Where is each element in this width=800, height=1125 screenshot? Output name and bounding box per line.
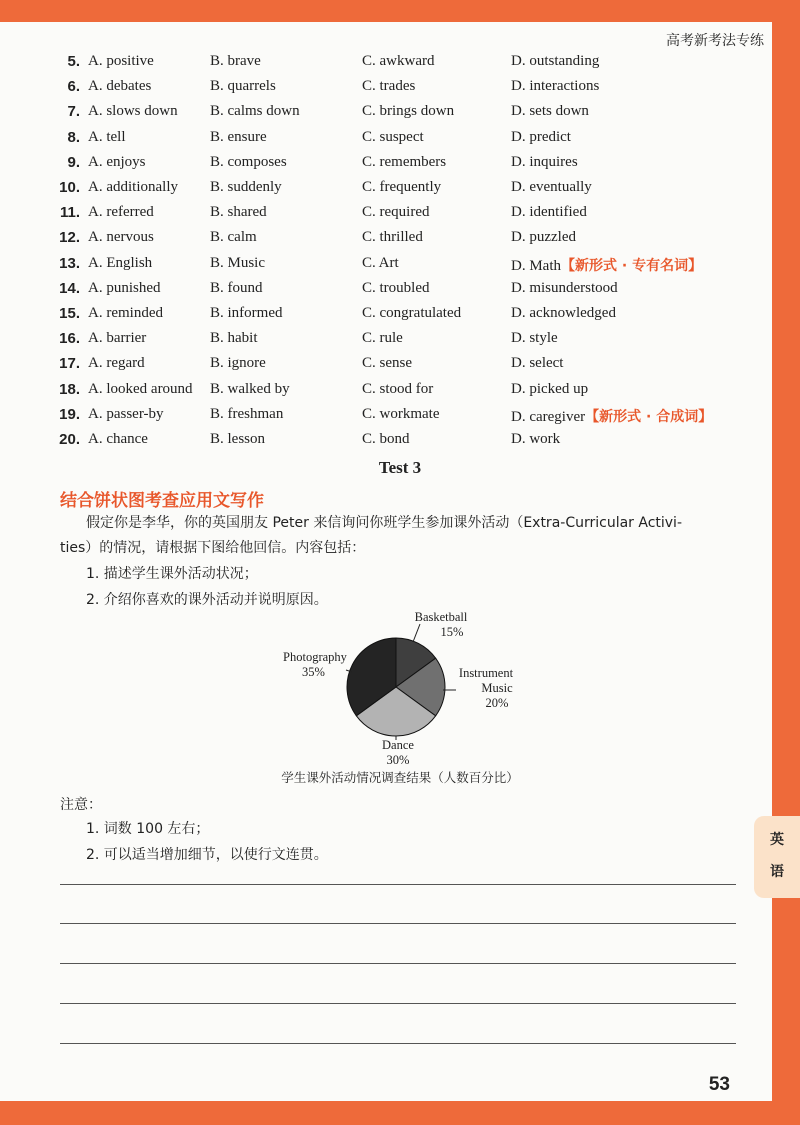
option-b: B. lesson bbox=[210, 431, 266, 447]
question-row bbox=[0, 103, 760, 125]
question-row bbox=[0, 179, 760, 201]
question-number: 11. bbox=[59, 204, 80, 222]
option-b: B. calm bbox=[210, 229, 257, 246]
option-c: C. stood for bbox=[362, 380, 434, 397]
option-a: A. barrier bbox=[88, 330, 147, 347]
question-row bbox=[0, 305, 760, 327]
option-b: B. habit bbox=[210, 330, 258, 347]
question-number: 15. bbox=[59, 305, 80, 322]
option-b: B. brave bbox=[210, 53, 261, 69]
option-d: D. eventually bbox=[511, 179, 592, 195]
option-a: A. enjoys bbox=[88, 153, 146, 170]
note-2: 2. 可以适当增加细节，以使行文连贯。 bbox=[86, 847, 328, 863]
new-format-tag: 【新形式 · 专有名词】 bbox=[561, 257, 703, 274]
option-a: A. referred bbox=[88, 204, 154, 221]
option-b: B. quarrels bbox=[210, 78, 276, 95]
option-d: D. interactions bbox=[511, 78, 600, 95]
option-b: B. calms down bbox=[210, 103, 300, 120]
option-d bbox=[511, 255, 702, 275]
question-number: 14. bbox=[59, 279, 80, 297]
new-format-tag: 【新形式 · 合成词】 bbox=[585, 408, 713, 425]
option-b: B. informed bbox=[210, 305, 283, 321]
option-a: A. looked around bbox=[88, 380, 193, 397]
option-d-text: D. caregiver bbox=[511, 408, 586, 425]
test-title: Test 3 bbox=[378, 458, 422, 477]
option-a: A. tell bbox=[88, 128, 126, 145]
label-photography-name: Photography bbox=[283, 650, 347, 664]
label-dance bbox=[362, 738, 434, 768]
option-c: C. workmate bbox=[362, 405, 440, 422]
content-point-1: 1. 描述学生课外活动状况； bbox=[86, 566, 258, 582]
question-row bbox=[0, 129, 760, 151]
option-d: D. picked up bbox=[511, 380, 589, 397]
option-a: A. punished bbox=[88, 279, 161, 296]
question-row bbox=[0, 381, 760, 403]
prompt-line-2: ties）的情况，请根据下图给他回信。内容包括： bbox=[60, 540, 366, 556]
question-number: 8. bbox=[67, 128, 80, 146]
option-d: D. identified bbox=[511, 204, 587, 221]
option-b: B. ignore bbox=[210, 355, 266, 372]
question-number: 12. bbox=[59, 229, 80, 247]
question-row bbox=[0, 330, 760, 352]
option-c: C. thrilled bbox=[362, 229, 423, 246]
option-d: D. predict bbox=[511, 128, 571, 145]
content-point-2: 2. 介绍你喜欢的课外活动并说明原因。 bbox=[86, 592, 328, 608]
option-c: C. Art bbox=[362, 254, 399, 271]
label-basketball-percent: 15% bbox=[440, 625, 464, 639]
option-d: D. inquires bbox=[511, 153, 578, 170]
option-b: B. ensure bbox=[210, 128, 267, 145]
option-a: A. slows down bbox=[88, 103, 178, 120]
note-title: 注意： bbox=[60, 797, 102, 813]
question-number: 17. bbox=[59, 355, 80, 373]
option-c: C. remembers bbox=[362, 153, 447, 170]
question-row bbox=[0, 78, 760, 100]
question-number: 20. bbox=[59, 431, 80, 448]
option-b: B. walked by bbox=[210, 380, 290, 397]
option-d-text: D. Math bbox=[511, 257, 561, 274]
option-b: B. composes bbox=[210, 153, 287, 170]
question-row bbox=[0, 154, 760, 176]
label-dance-percent: 30% bbox=[386, 753, 410, 767]
writing-line[interactable] bbox=[60, 963, 736, 964]
option-b: B. suddenly bbox=[210, 179, 282, 195]
question-number: 6. bbox=[67, 78, 80, 96]
writing-line[interactable] bbox=[60, 884, 736, 885]
question-row bbox=[0, 53, 760, 75]
option-c: C. required bbox=[362, 204, 430, 221]
option-b: B. found bbox=[210, 279, 263, 296]
page-number: 53 bbox=[708, 1074, 730, 1095]
side-tab-char-2: 语 bbox=[770, 864, 784, 880]
option-c: C. congratulated bbox=[362, 305, 462, 321]
series-title: 高考新考法专练 bbox=[666, 33, 764, 49]
subject-side-tab bbox=[754, 816, 800, 898]
writing-line[interactable] bbox=[60, 1043, 736, 1044]
option-d: D. puzzled bbox=[511, 229, 576, 246]
option-d: D. style bbox=[511, 330, 558, 347]
option-d: D. acknowledged bbox=[511, 305, 616, 321]
option-d: D. misunderstood bbox=[511, 279, 618, 296]
option-a: A. passer-by bbox=[88, 405, 164, 422]
option-d: D. outstanding bbox=[511, 53, 600, 69]
label-instrument-music bbox=[446, 666, 526, 711]
top-color-band bbox=[0, 0, 800, 22]
label-photography bbox=[272, 650, 358, 680]
question-row bbox=[0, 255, 760, 277]
option-c: C. awkward bbox=[362, 53, 435, 69]
question-row bbox=[0, 431, 760, 453]
option-a: A. chance bbox=[88, 431, 148, 447]
prompt-line-1: 假定你是李华，你的英国朋友 Peter 来信询问你班学生参加课外活动（Extra-Curricular Activi- bbox=[86, 515, 683, 531]
question-number: 13. bbox=[59, 254, 80, 272]
question-number: 18. bbox=[59, 380, 80, 398]
question-row bbox=[0, 204, 760, 226]
question-number: 10. bbox=[59, 179, 80, 196]
question-row bbox=[0, 355, 760, 377]
note-1: 1. 词数 100 左右； bbox=[86, 821, 210, 837]
label-instrument-line2: Music bbox=[481, 681, 513, 695]
question-number: 9. bbox=[67, 153, 80, 171]
option-d bbox=[511, 406, 712, 426]
question-row bbox=[0, 406, 760, 428]
option-d: D. sets down bbox=[511, 103, 589, 120]
question-number: 5. bbox=[67, 53, 80, 70]
option-a: A. reminded bbox=[88, 305, 163, 321]
right-color-band bbox=[772, 0, 800, 1125]
question-number: 16. bbox=[59, 330, 80, 348]
option-c: C. frequently bbox=[362, 179, 442, 195]
question-row bbox=[0, 280, 760, 302]
option-d: D. work bbox=[511, 431, 561, 447]
option-a: A. positive bbox=[88, 53, 154, 69]
label-basketball bbox=[396, 610, 486, 640]
option-c: C. trades bbox=[362, 78, 416, 95]
option-b: B. freshman bbox=[210, 405, 284, 422]
label-dance-name: Dance bbox=[382, 738, 414, 752]
option-b: B. Music bbox=[210, 254, 266, 271]
question-row bbox=[0, 229, 760, 251]
side-tab-char-1: 英 bbox=[770, 832, 784, 848]
label-instrument-line1: Instrument bbox=[458, 666, 514, 680]
chart-caption: 学生课外活动情况调查结果（人数百分比） bbox=[281, 770, 519, 785]
option-c: C. troubled bbox=[362, 279, 430, 296]
option-a: A. English bbox=[88, 254, 153, 271]
option-c: C. brings down bbox=[362, 103, 455, 120]
question-number: 19. bbox=[59, 405, 80, 423]
option-a: A. nervous bbox=[88, 229, 154, 246]
option-c: C. sense bbox=[362, 355, 412, 372]
option-a: A. debates bbox=[88, 78, 152, 95]
bottom-color-band bbox=[0, 1101, 800, 1125]
option-c: C. rule bbox=[362, 330, 403, 347]
question-number: 7. bbox=[67, 103, 80, 121]
option-d: D. select bbox=[511, 355, 564, 372]
option-b: B. shared bbox=[210, 204, 267, 221]
option-a: A. regard bbox=[88, 355, 145, 372]
option-c: C. suspect bbox=[362, 128, 424, 145]
option-a: A. additionally bbox=[88, 179, 178, 195]
label-instrument-percent: 20% bbox=[485, 696, 509, 710]
writing-line[interactable] bbox=[60, 923, 736, 924]
option-c: C. bond bbox=[362, 431, 410, 447]
label-basketball-name: Basketball bbox=[414, 610, 468, 624]
writing-line[interactable] bbox=[60, 1003, 736, 1004]
section-title: 结合饼状图考查应用文写作 bbox=[60, 491, 264, 511]
label-photography-percent: 35% bbox=[302, 665, 325, 679]
